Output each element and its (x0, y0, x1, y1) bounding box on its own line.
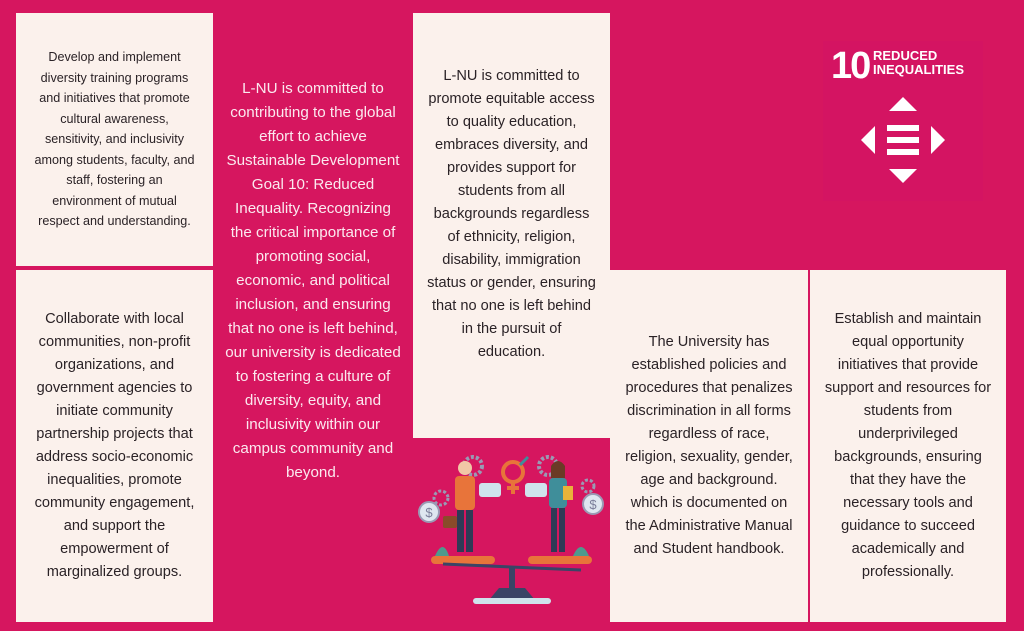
diversity-training-text: Develop and implement diversity training programs and initiatives that promote cultural awareness, sensitivity, and inclusivity among students, faculty, and staff, fostering an environment of mutual respect and understanding. (34, 50, 195, 229)
equitable-access-text: L-NU is committed to promote equitable access to quality education, embraces diversity, and provides support for students from all backgrounds regardless of ethnicity, religion, disability, immigration status or gender, ensuring that no one is left behind in the pursuit of education. (427, 68, 596, 360)
reduced-inequalities-icon (823, 41, 983, 201)
equitable-access-block (413, 13, 610, 438)
diversity-training-block (16, 13, 213, 268)
anti-discrimination-policy-block (610, 270, 808, 622)
community-partnership-text: Collaborate with local communities, non-profit organizations, and government agencies to initiate community partnership projects that address socio-economic inequalities, promote community engagement, and support the empowerment of marginalized groups. (34, 311, 195, 580)
anti-discrimination-policy-text: The University has established policies and procedures that penalizes discrimination in all forms regardless of race, religion, sexuality, gender, age and background. which is documented on the Administrative Manual and Student handbook. (625, 334, 793, 557)
equal-opportunity-text: Establish and maintain equal opportunity initiatives that provide support and resources for students from underprivileged backgrounds, ensuring that they have the necessary tools and guidance to succeed academically and professionally. (824, 311, 992, 580)
sdg-number: 10 (831, 45, 870, 87)
sdg-10-tile (823, 41, 983, 201)
community-partnership-block (16, 270, 213, 622)
sdg-title: REDUCED INEQUALITIES (873, 48, 965, 77)
equality-scale-illustration (413, 438, 610, 622)
equal-opportunity-block (810, 270, 1006, 622)
commitment-text: L-NU is committed to contributing to the global effort to achieve Sustainable Development Goal 10: Reduced Inequality. Recognizing the critical importance of promoting social, economic, and political inclusion, and ensuring that no one is left behind, our university is dedicated to fostering a culture of diversity, equity, and inclusivity within our campus community and beyond. (225, 80, 401, 481)
currency-symbol-left: $ (425, 505, 433, 520)
currency-symbol-right: $ (589, 497, 597, 512)
commitment-block (213, 13, 413, 622)
illustration-block (413, 438, 610, 622)
